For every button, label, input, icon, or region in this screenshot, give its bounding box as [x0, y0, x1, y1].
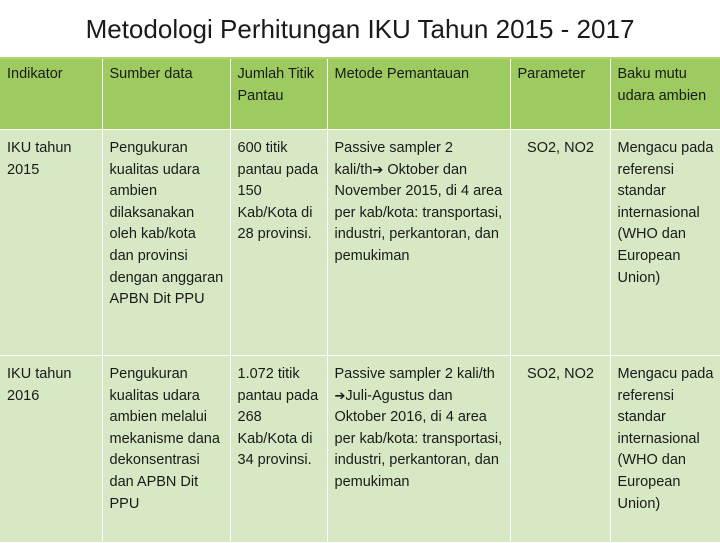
header-metode-pemantauan: Metode Pemantauan: [327, 59, 510, 130]
cell-indikator: IKU tahun 2016: [0, 356, 102, 543]
cell-parameter: SO2, NO2: [510, 356, 610, 543]
cell-parameter: SO2, NO2: [510, 130, 610, 356]
slide-title: Metodologi Perhitungan IKU Tahun 2015 - 2017: [85, 13, 635, 44]
table-header-row: [0, 59, 720, 130]
metode-text-end: Juli-Agustus dan Oktober 2016, di 4 area per kab/kota: transportasi, industri, perkantoran, dan pemukiman: [334, 387, 503, 490]
cell-metode: [327, 356, 510, 543]
cell-sumber-data: Pengukuran kualitas udara ambien melalui mekanisme dana dekonsentrasi dan APBN Dit PPU: [102, 356, 230, 543]
arrow-right-icon: ➔: [372, 162, 384, 178]
table-row: [0, 356, 720, 543]
arrow-right-icon: ➔: [334, 388, 346, 404]
header-indikator: Indikator: [0, 59, 102, 130]
header-parameter: Parameter: [510, 59, 610, 130]
metode-text-end: Oktober dan November 2015, di 4 area per kab/kota: transportasi, industri, perkantoran, dan pemukiman: [334, 161, 503, 264]
cell-sumber-data: Pengukuran kualitas udara ambien dilaksanakan oleh kab/kota dan provinsi dengan anggaran APBN Dit PPU: [102, 130, 230, 356]
header-jumlah-titik-pantau: Jumlah Titik Pantau: [230, 59, 327, 130]
cell-baku-mutu: Mengacu pada referensi standar internasional (WHO dan European Union): [610, 356, 720, 543]
methodology-table: [0, 59, 720, 543]
header-sumber-data: Sumber data: [102, 59, 230, 130]
table-row: [0, 130, 720, 356]
cell-indikator: IKU tahun 2015: [0, 130, 102, 356]
cell-baku-mutu: Mengacu pada referensi standar internasional (WHO dan European Union): [610, 130, 720, 356]
cell-jumlah-titik: 600 titik pantau pada 150 Kab/Kota di 28 provinsi.: [230, 130, 327, 356]
cell-jumlah-titik: 1.072 titik pantau pada 268 Kab/Kota di 34 provinsi.: [230, 356, 327, 543]
metode-text-start: Passive sampler 2 kali/th: [334, 140, 453, 178]
metode-text-start: Passive sampler 2 kali/th: [334, 366, 495, 382]
cell-metode: [327, 130, 510, 356]
header-baku-mutu: Baku mutu udara ambien: [610, 59, 720, 130]
